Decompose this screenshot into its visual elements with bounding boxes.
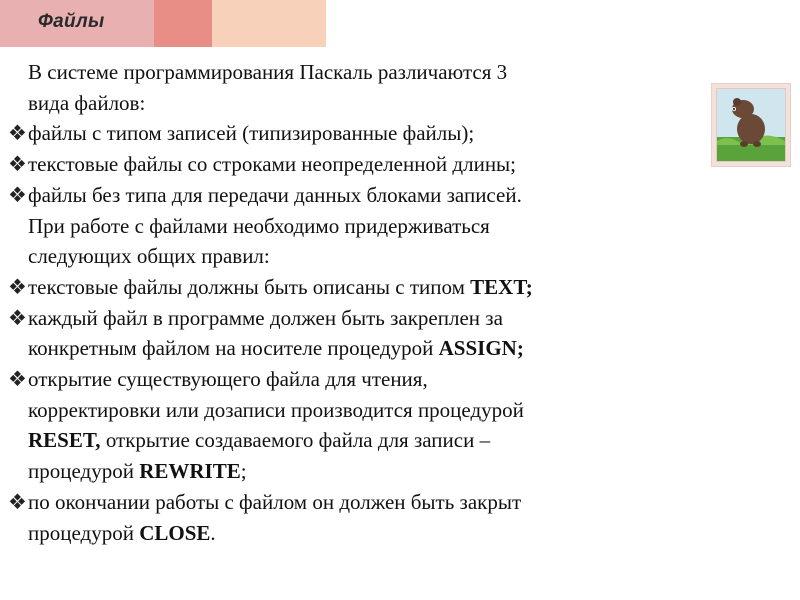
bullet-icon: ❖ bbox=[8, 305, 27, 330]
list-item bbox=[8, 149, 698, 180]
slide-body bbox=[8, 57, 698, 548]
rule-2-line-1: каждый файл в программе должен быть закреплен за bbox=[28, 305, 503, 330]
rule-4-line-2 bbox=[8, 518, 698, 549]
keyword-reset: RESET, bbox=[28, 428, 101, 453]
bullet-icon: ❖ bbox=[8, 274, 27, 299]
rule-3-line-4 bbox=[8, 456, 698, 487]
list-item bbox=[8, 303, 698, 334]
decorative-thumbnail bbox=[716, 88, 786, 162]
list-item bbox=[8, 364, 698, 395]
bullet-icon: ❖ bbox=[8, 367, 27, 392]
list-item bbox=[8, 118, 698, 149]
banner-segment-3 bbox=[212, 0, 326, 47]
rule-3-line-1: открытие существующего файла для чтения, bbox=[28, 367, 428, 392]
list-item bbox=[8, 180, 698, 211]
banner-segment-2 bbox=[154, 0, 212, 47]
rule-4-line-2-pre: процедурой bbox=[28, 520, 140, 545]
intro-line-2: вида файлов: bbox=[28, 90, 146, 115]
rule-2-line-2 bbox=[8, 333, 698, 364]
file-type-1: файлы с типом записей (типизированные файлы); bbox=[28, 121, 475, 146]
intro-line-1: В системе программирования Паскаль различаются 3 bbox=[28, 60, 508, 84]
rules-intro-line-2: следующих общих правил: bbox=[28, 244, 270, 269]
rule-3-line-3 bbox=[8, 425, 698, 456]
rule-4-line-1: по окончании работы с файлом он должен быть закрыт bbox=[28, 489, 522, 514]
bullet-icon: ❖ bbox=[8, 182, 27, 207]
slide-title: Файлы bbox=[38, 11, 105, 32]
bear-cartoon-icon bbox=[717, 89, 785, 161]
rule-1-text: текстовые файлы должны быть описаны с типом bbox=[28, 274, 471, 299]
keyword-rewrite: REWRITE bbox=[139, 459, 241, 484]
bullet-icon: ❖ bbox=[8, 489, 27, 514]
rule-3-line-4-post: ; bbox=[240, 459, 247, 484]
rule-3-line-2: корректировки или дозаписи производится процедурой bbox=[28, 397, 524, 422]
rule-4-line-2-post: . bbox=[210, 520, 216, 545]
bullet-icon: ❖ bbox=[8, 152, 27, 177]
list-item bbox=[8, 272, 698, 303]
rule-3-line-4-pre: процедурой bbox=[28, 459, 140, 484]
file-type-2: текстовые файлы со строками неопределенной длины; bbox=[28, 152, 517, 177]
keyword-assign: ASSIGN; bbox=[438, 336, 524, 361]
rules-intro-line-1: При работе с файлами необходимо придерживаться bbox=[28, 213, 490, 238]
file-type-3: файлы без типа для передачи данных блоками записей. bbox=[28, 182, 522, 207]
list-item bbox=[8, 487, 698, 518]
rule-2-line-2-text: конкретным файлом на носителе процедурой bbox=[28, 336, 439, 361]
keyword-close: CLOSE bbox=[139, 520, 211, 545]
bullet-icon: ❖ bbox=[8, 121, 27, 146]
rule-3-line-3-text: открытие создаваемого файла для записи – bbox=[100, 428, 491, 453]
keyword-text: TEXT; bbox=[470, 274, 533, 299]
